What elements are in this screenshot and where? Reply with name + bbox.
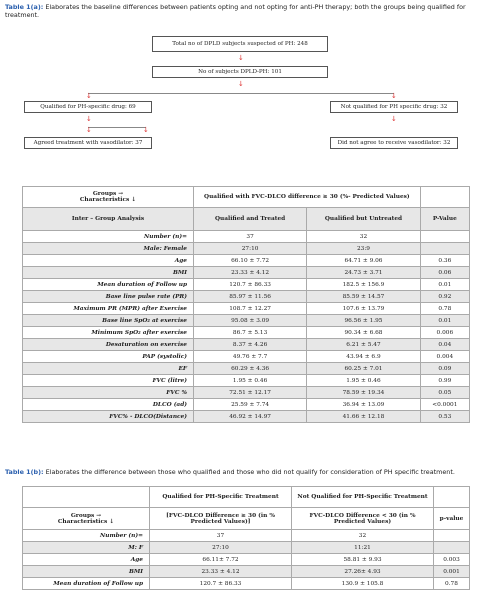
empty-corner-cell <box>23 487 150 508</box>
table-row <box>23 291 470 303</box>
cell-value-b: 96.56 ± 1.95 <box>307 315 421 327</box>
table-1a-caption <box>5 3 475 19</box>
cell-p-value: 0.06 <box>420 267 469 279</box>
cell-p-value <box>420 231 469 243</box>
caption-label: Table 1(b): <box>5 468 44 476</box>
table-row <box>23 339 470 351</box>
table-row <box>23 303 470 315</box>
cell-value-b: 24.73 ± 3.71 <box>307 267 421 279</box>
cell-p-value: 0.78 <box>434 578 470 590</box>
row-label: Number (n)= <box>23 530 150 542</box>
cell-p-value <box>434 530 470 542</box>
arrow-down-icon: ↓ <box>143 126 149 134</box>
cell-value-a: 27:10 <box>150 542 292 554</box>
table-row <box>23 231 470 243</box>
cell-value-a: 25.59 ± 7.74 <box>194 399 307 411</box>
cell-p-value: 0.53 <box>420 411 469 423</box>
table-row <box>23 279 470 291</box>
cell-p-value: 0.99 <box>420 375 469 387</box>
col-qualified-title: Qualified for PH-Specific Treatment <box>150 487 292 508</box>
cell-value-a: 37 <box>150 530 292 542</box>
branch-line <box>88 127 146 128</box>
col-not-qualified-title: Not Qualified for PH-Specific Treatment <box>292 487 434 508</box>
caption-text: Elaborates the difference between those who qualified and those who did not qualify for consideration of PH specific treatment. <box>43 468 455 476</box>
cell-p-value: 0.004 <box>420 351 469 363</box>
cell-value-b: 32 <box>307 231 421 243</box>
table-row <box>23 315 470 327</box>
table-row <box>23 399 470 411</box>
cell-value-b: 107.6 ± 13.79 <box>307 303 421 315</box>
cell-value-b: 78.59 ± 19.34 <box>307 387 421 399</box>
table-row <box>23 375 470 387</box>
branch-line <box>88 93 394 94</box>
row-label: EF <box>23 363 194 375</box>
cell-value-a: 27:10 <box>194 243 307 255</box>
table-row <box>23 530 470 542</box>
groups-label: Groups → <box>70 512 102 519</box>
cell-value-b: 130.9 ± 105.8 <box>292 578 434 590</box>
cell-p-value: <0.0001 <box>420 399 469 411</box>
characteristics-label: Characteristics ↓ <box>57 518 115 525</box>
cell-p-value: 0.04 <box>420 339 469 351</box>
caption-label: Table 1(a): <box>5 3 44 11</box>
cell-value-b: 41.66 ± 12.18 <box>307 411 421 423</box>
cell-value-a: 23.33 ± 4.12 <box>194 267 307 279</box>
table-row <box>23 542 470 554</box>
cell-value-a: 49.76 ± 7.7 <box>194 351 307 363</box>
row-label: Age <box>23 255 194 267</box>
col-not-qualified-sub: FVC-DLCO Difference < 30 (in % Predicted Values) <box>292 508 434 530</box>
table-row <box>23 387 470 399</box>
row-label: Mean duration of Follow up <box>23 279 194 291</box>
row-label: BMI <box>23 267 194 279</box>
cell-value-a: 66.10 ± 7.72 <box>194 255 307 267</box>
col-p-value: P-Value <box>420 208 469 231</box>
cell-p-value: 0.78 <box>420 303 469 315</box>
cell-p-value <box>434 542 470 554</box>
row-label: FVC% - DLCO(Distance) <box>23 411 194 423</box>
arrow-down-icon: ↓ <box>86 92 92 100</box>
row-label: Age <box>23 554 150 566</box>
cell-p-value: 0.01 <box>420 279 469 291</box>
groups-label: Groups → <box>92 191 124 197</box>
cell-p-value: 0.001 <box>434 566 470 578</box>
cell-value-a: 95.08 ± 3.09 <box>194 315 307 327</box>
cell-p-value: 0.36 <box>420 255 469 267</box>
table-1b <box>22 486 470 590</box>
table-row <box>23 566 470 578</box>
row-label: M: F <box>23 542 150 554</box>
cell-value-b: 90.34 ± 6.68 <box>307 327 421 339</box>
cell-value-b: 60.25 ± 7.01 <box>307 363 421 375</box>
caption-text: Elaborates the baseline differences between patients opting and not opting for anti-PH therapy; both the groups being qualified for treatment. <box>5 3 466 19</box>
row-label: BMI <box>23 566 150 578</box>
flow-box-did-not-agree: Did not agree to receive vasodilator: 32 <box>330 137 458 149</box>
cell-value-a: 86.7 ± 5.13 <box>194 327 307 339</box>
row-label: Male: Female <box>23 243 194 255</box>
cell-value-b: 36.94 ± 13.09 <box>307 399 421 411</box>
row-label: Mean duration of Follow up <box>23 578 150 590</box>
row-label: FVC (litre) <box>23 375 194 387</box>
flow-box-not-qualified: Not qualified for PH specific drug: 32 <box>330 101 458 113</box>
characteristics-label: Characteristics ↓ <box>79 197 137 203</box>
cell-value-b: 58.81 ± 9.93 <box>292 554 434 566</box>
cell-value-a: 66.11± 7.72 <box>150 554 292 566</box>
table-row <box>23 411 470 423</box>
cell-value-b: 11:21 <box>292 542 434 554</box>
table-row <box>23 578 470 590</box>
span-header: Qualified with FVC-DLCO difference ≥ 30 (%- Predicted Values) <box>194 187 421 208</box>
cell-p-value: 0.92 <box>420 291 469 303</box>
col-p-value: p-value <box>434 508 470 530</box>
arrow-down-icon: ↓ <box>86 115 92 123</box>
col-qualified-treated: Qualified and Treated <box>194 208 307 231</box>
cell-value-b: 23:9 <box>307 243 421 255</box>
flow-box-total: Total no of DPLD subjects suspected of PH: 248 <box>152 36 328 52</box>
cell-value-a: 72.51 ± 12.17 <box>194 387 307 399</box>
cell-value-b: 43.94 ± 6.9 <box>307 351 421 363</box>
flow-box-qualified: Qualified for PH-specific drug: 69 <box>24 101 152 113</box>
table-row <box>23 243 470 255</box>
cell-value-b: 1.95 ± 0.46 <box>307 375 421 387</box>
table-row <box>23 267 470 279</box>
row-header: Inter – Group Analysis <box>23 208 194 231</box>
empty-p-header <box>434 487 470 508</box>
cell-value-a: 120.7 ± 86.33 <box>150 578 292 590</box>
row-label: Desaturation on exercise <box>23 339 194 351</box>
empty-header <box>420 187 469 208</box>
table-row <box>23 554 470 566</box>
table-row <box>23 363 470 375</box>
row-label: Base line pulse rate (PR) <box>23 291 194 303</box>
cell-p-value: 0.006 <box>420 327 469 339</box>
cell-value-a: 1.95 ± 0.46 <box>194 375 307 387</box>
cell-value-a: 8.37 ± 4.26 <box>194 339 307 351</box>
row-label: Minimum SpO₂ after exercise <box>23 327 194 339</box>
cell-p-value: 0.01 <box>420 315 469 327</box>
row-label: Maximum PR (MPR) after Exercise <box>23 303 194 315</box>
cell-value-b: 6.21 ± 5.47 <box>307 339 421 351</box>
cell-value-a: 46.92 ± 14.97 <box>194 411 307 423</box>
cell-value-a: 37 <box>194 231 307 243</box>
cell-value-a: 85.97 ± 11.56 <box>194 291 307 303</box>
groups-header-cell <box>23 508 150 530</box>
flow-box-dpld-ph: No of subjects DPLD-PH: 101 <box>152 66 328 78</box>
cell-value-a: 60.29 ± 4.36 <box>194 363 307 375</box>
groups-header-cell <box>23 187 194 208</box>
cell-p-value: 0.09 <box>420 363 469 375</box>
flow-box-agreed: Agreed treatment with vasodilator: 37 <box>24 137 152 149</box>
row-label: PAP (systolic) <box>23 351 194 363</box>
cell-p-value: 0.003 <box>434 554 470 566</box>
table-row <box>23 327 470 339</box>
col-qualified-untreated: Qualified but Untreated <box>307 208 421 231</box>
cell-value-a: 23.33 ± 4.12 <box>150 566 292 578</box>
cell-value-a: 108.7 ± 12.27 <box>194 303 307 315</box>
cell-value-a: 120.7 ± 86.33 <box>194 279 307 291</box>
arrow-down-icon: ↓ <box>391 92 397 100</box>
row-label: Number (n)= <box>23 231 194 243</box>
arrow-down-icon: ↓ <box>86 126 92 134</box>
arrow-down-icon: ↓ <box>238 54 244 62</box>
cell-value-b: 64.71 ± 9.06 <box>307 255 421 267</box>
row-label: DLCO (ad) <box>23 399 194 411</box>
cell-value-b: 182.5 ± 156.9 <box>307 279 421 291</box>
arrow-down-icon: ↓ <box>391 115 397 123</box>
cell-p-value <box>420 243 469 255</box>
cell-value-b: 32 <box>292 530 434 542</box>
table-1a <box>22 186 470 423</box>
cell-value-b: 85.59 ± 14.57 <box>307 291 421 303</box>
table-row <box>23 255 470 267</box>
cell-value-b: 27.26± 4.93 <box>292 566 434 578</box>
table-1b-caption <box>5 468 475 476</box>
cell-p-value: 0.05 <box>420 387 469 399</box>
arrow-down-icon: ↓ <box>238 80 244 88</box>
row-label: Base line SpO₂ at exercise <box>23 315 194 327</box>
row-label: FVC % <box>23 387 194 399</box>
table-row <box>23 351 470 363</box>
col-qualified-sub: [FVC-DLCO Difference ≥ 30 (in % Predicted Values)] <box>150 508 292 530</box>
